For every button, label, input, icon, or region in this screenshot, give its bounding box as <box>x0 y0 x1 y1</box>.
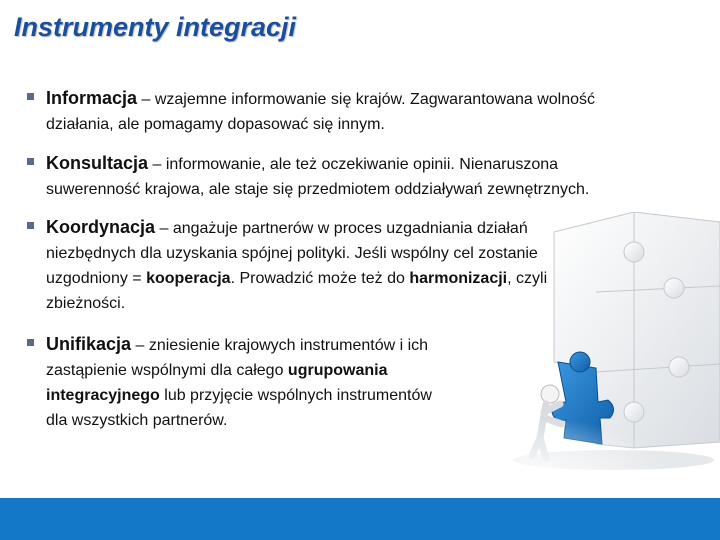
bullet-marker <box>27 93 34 100</box>
bullet-unifikacja <box>24 332 432 433</box>
keyword-integracyjnego: integracyjnego <box>46 387 160 404</box>
bullet-text: – angażuje partnerów w proces uzgadniania działań <box>155 220 528 237</box>
bullet-text: suwerenność krajowa, ale staje się przedmiotem oddziaływań zewnętrznych. <box>46 181 590 198</box>
keyword-harmonizacji: harmonizacji <box>409 270 508 287</box>
bullet-informacja <box>24 86 595 137</box>
bullet-text: uzgodniony = <box>46 270 147 287</box>
bullet-text: lub przyjęcie wspólnych instrumentów <box>159 387 432 404</box>
keyword-ugrupowania: ugrupowania <box>287 362 388 379</box>
bullet-text: dla wszystkich partnerów. <box>46 412 228 429</box>
bullet-marker <box>27 339 34 346</box>
bullet-lead: Unifikacja <box>46 334 132 354</box>
bullet-text: – wzajemne informowanie się krajów. Zagwarantowana wolność <box>137 91 596 108</box>
page-title: Instrumenty integracji <box>14 12 297 42</box>
bullet-text: niezbędnych dla uzyskania spójnej polityki. Jeśli wspólny cel zostanie <box>46 245 538 262</box>
bullet-text: , czyli <box>507 270 548 287</box>
footer-bar <box>0 498 720 540</box>
bullet-text: zastąpienie wspólnymi dla całego <box>46 362 288 379</box>
puzzle-wall-icon <box>484 212 720 498</box>
bullet-text: – zniesienie krajowych instrumentów i ich <box>131 337 429 354</box>
bullet-lead: Konsultacja <box>46 153 149 173</box>
bullet-konsultacja <box>24 151 589 202</box>
bullet-marker <box>27 158 34 165</box>
bullet-koordynacja <box>24 215 547 316</box>
bullet-text: działania, ale pomagamy dopasować się innym. <box>46 116 385 133</box>
bullet-text: – informowanie, ale też oczekiwanie opinii. Nienaruszona <box>148 156 559 173</box>
keyword-kooperacja: kooperacja <box>146 270 231 287</box>
bullet-text: zbieżności. <box>46 295 126 312</box>
bullet-marker <box>27 222 34 229</box>
bullet-lead: Koordynacja <box>46 217 156 237</box>
bullet-lead: Informacja <box>46 88 138 108</box>
puzzle-illustration <box>484 212 720 498</box>
bullet-text: . Prowadzić może też do <box>230 270 410 287</box>
